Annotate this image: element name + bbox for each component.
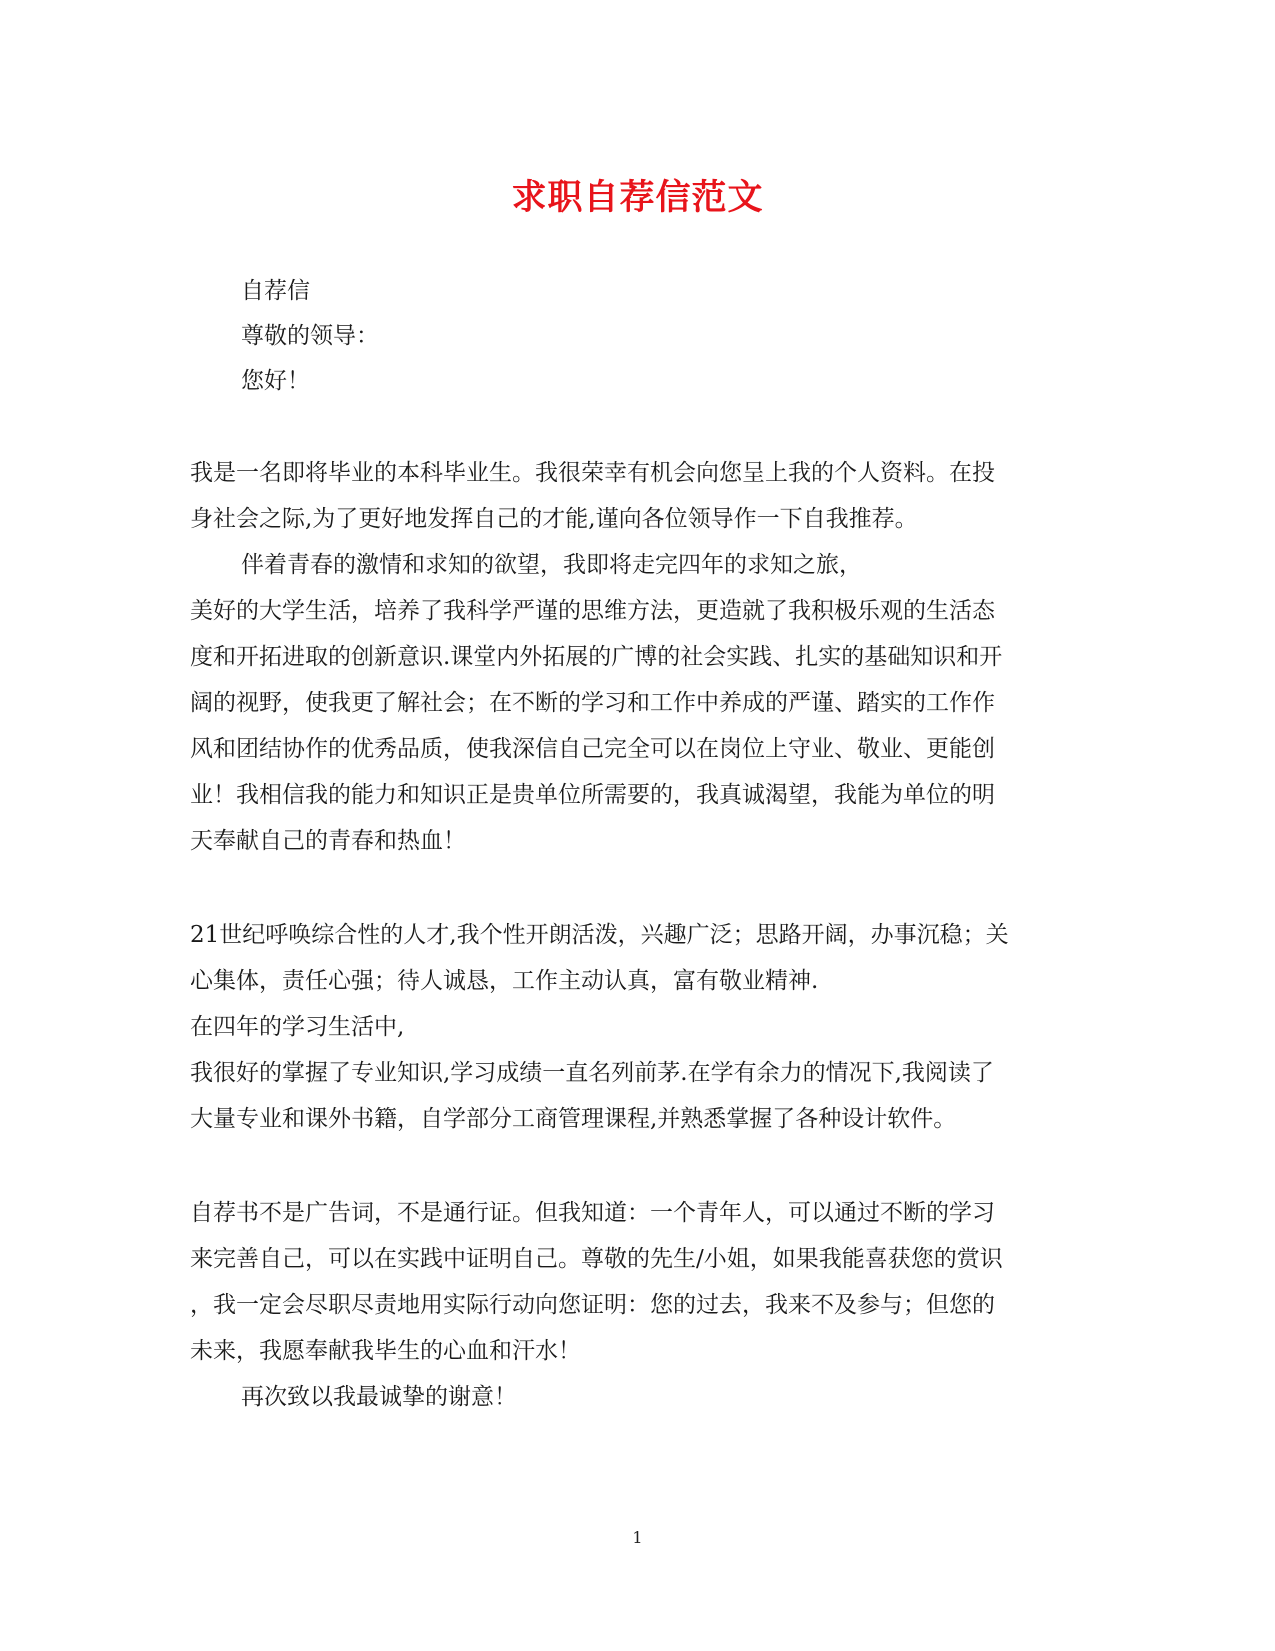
page-number: 1 [632, 1528, 643, 1547]
text-line: 我很好的掌握了专业知识,学习成绩一直名列前茅.在学有余力的情况下,我阅读了 [190, 1060, 994, 1086]
text-line: 心集体，责任心强；待人诚恳，工作主动认真，富有敬业精神. [190, 968, 819, 994]
text-line: 在四年的学习生活中, [190, 1014, 405, 1040]
text-line: 伴着青春的激情和求知的欲望，我即将走完四年的求知之旅， [241, 552, 862, 578]
text-line-greeting: 尊敬的领导： [241, 323, 379, 349]
text-line: 21世纪呼唤综合性的人才,我个性开朗活泼，兴趣广泛；思路开阔，办事沉稳；关 [190, 922, 1009, 948]
text-line-hello: 您好！ [241, 368, 310, 394]
text-line: ，我一定会尽职尽责地用实际行动向您证明：您的过去，我来不及参与；但您的 [190, 1292, 995, 1318]
document-title: 求职自荐信范文 [511, 177, 764, 218]
text-line: 度和开拓进取的创新意识.课堂内外拓展的广博的社会实践、扎实的基础知识和开 [190, 644, 1003, 670]
text-line: 我是一名即将毕业的本科毕业生。我很荣幸有机会向您呈上我的个人资料。在投 [190, 460, 995, 486]
text-line: 身社会之际,为了更好地发挥自己的才能,谨向各位领导作一下自我推荐。 [190, 506, 918, 532]
text-line-salutation-heading: 自荐信 [241, 278, 310, 304]
text-line: 再次致以我最诚挚的谢意！ [241, 1384, 517, 1410]
text-line: 天奉献自己的青春和热血！ [190, 828, 466, 854]
text-line: 业！我相信我的能力和知识正是贵单位所需要的，我真诚渴望，我能为单位的明 [190, 782, 995, 808]
text-line: 来完善自己，可以在实践中证明自己。尊敬的先生/小姐，如果我能喜获您的赏识 [190, 1246, 1003, 1272]
text-line: 风和团结协作的优秀品质，使我深信自己完全可以在岗位上守业、敬业、更能创 [190, 736, 995, 762]
text-line: 自荐书不是广告词，不是通行证。但我知道：一个青年人，可以通过不断的学习 [190, 1200, 995, 1226]
text-line: 阔的视野，使我更了解社会；在不断的学习和工作中养成的严谨、踏实的工作作 [190, 690, 995, 716]
text-line: 未来，我愿奉献我毕生的心血和汗水！ [190, 1338, 581, 1364]
text-line: 美好的大学生活，培养了我科学严谨的思维方法，更造就了我积极乐观的生活态 [190, 598, 995, 624]
text-line: 大量专业和课外书籍，自学部分工商管理课程,并熟悉掌握了各种设计软件。 [190, 1106, 957, 1132]
